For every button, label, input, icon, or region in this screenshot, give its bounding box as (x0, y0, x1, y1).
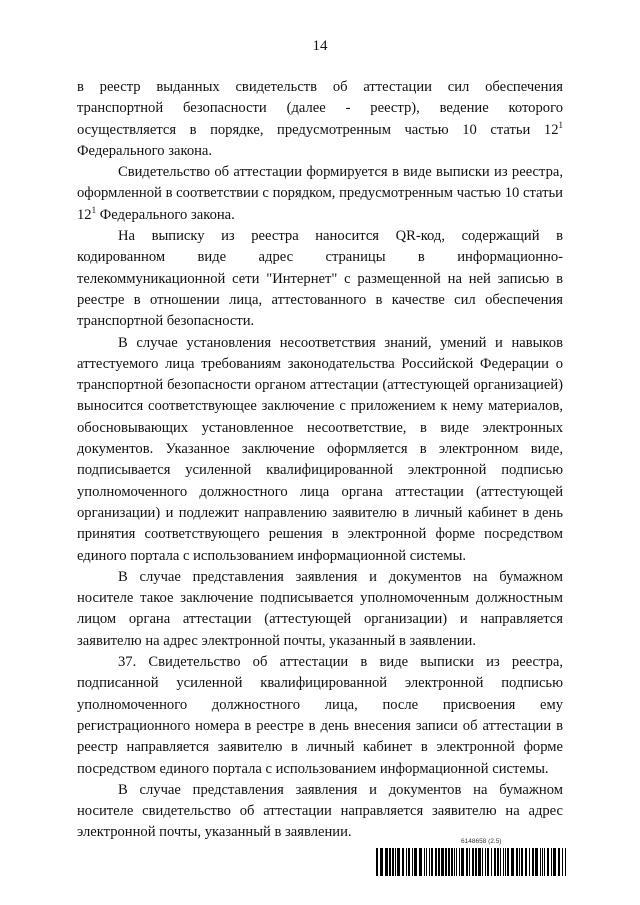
barcode-bar (491, 848, 492, 876)
barcode-bar (505, 848, 506, 876)
barcode-bar (406, 848, 407, 876)
paragraph-text: Федерального закона. (77, 142, 213, 159)
barcode-bar (519, 848, 520, 876)
barcode-bar (487, 848, 489, 876)
barcode-bar (485, 848, 486, 876)
barcode-bar (441, 848, 444, 876)
barcode-bar (461, 848, 464, 876)
barcode-bar (397, 848, 400, 876)
barcode-bar (547, 848, 549, 876)
barcode-bar (419, 848, 422, 876)
superscript: 1 (558, 119, 563, 130)
barcode-bar (385, 848, 388, 876)
barcode-bar (431, 848, 433, 876)
barcode-bar (435, 848, 437, 876)
barcode-bar (535, 848, 538, 876)
barcode-bar (466, 848, 468, 876)
paragraph (77, 77, 563, 162)
barcode-bar (507, 848, 509, 876)
barcode-bar (478, 848, 481, 876)
barcode-bar (562, 848, 563, 876)
barcode-bar (395, 848, 396, 876)
barcode-bar (459, 848, 460, 876)
barcode-bar (472, 848, 474, 876)
paragraph-text: В случае установления несоответствия знаний, умений и навыков аттестуемого лица требованиям законодательства Российской Федерации о транспортной безопасности органом аттестации (аттестующей организацией) выносится соответствующее заключение с приложением к нему материалов, обосновывающих установленное несоответствие, в виде электронных документов. Указанное заключение оформляется в электронном виде, подписывается усиленной квалифицированной электронной подписью уполномоченного должностного лица органа аттестации (аттестующей организации) и подлежит направлению заявителю в личный кабинет в день принятия соответствующего решения в электронной форме посредством единого портала с использованием информационной системы. (77, 334, 563, 564)
paragraph-text: 37. Свидетельство об аттестации в виде выписки из реестра, подписанной усиленной квалифицированной электронной подписью уполномоченного должностного лица, после присвоения ему регистрационного номера в реестре в день внесения записи об аттестации в реестр направляется заявителю в личный кабинет в электронной форме посредством единого портала с использованием информационной системы. (77, 654, 563, 777)
barcode-bar (529, 848, 530, 876)
page-number: 14 (312, 38, 328, 54)
barcode-bar (565, 848, 566, 876)
paragraph (77, 333, 563, 567)
barcode-image (376, 848, 568, 876)
barcode-bar (503, 848, 504, 876)
barcode-bar (511, 848, 514, 876)
barcode-bar (544, 848, 545, 876)
paragraph (77, 780, 563, 844)
barcode-bar (497, 848, 499, 876)
paragraph (77, 226, 563, 332)
barcode-bar (429, 848, 430, 876)
barcode-caption: 6148658 (2.5) (461, 838, 502, 845)
barcode-bar (525, 848, 527, 876)
document-body (77, 77, 563, 844)
barcode-bar (408, 848, 410, 876)
barcode-bar (551, 848, 552, 876)
paragraph-text: Федерального закона. (96, 206, 235, 223)
paragraph-text: На выписку из реестра наносится QR-код, содержащий в кодированном виде адрес страницы в информационно-телекоммуникационной сети "Интернет" с размещенной на ней записью в реестре в отношении лица, аттестованного в качестве сил обеспечения транспортной безопасности. (77, 228, 563, 330)
barcode-bar (542, 848, 543, 876)
barcode-bar (376, 848, 378, 876)
paragraph (77, 567, 563, 652)
barcode-bar (414, 848, 417, 876)
barcode-bar (521, 848, 523, 876)
barcode-bar (454, 848, 455, 876)
barcode-bar (540, 848, 541, 876)
barcode-bar (412, 848, 413, 876)
barcode-block (376, 838, 568, 876)
barcode-bar (516, 848, 518, 876)
barcode-bar (475, 848, 477, 876)
barcode-bar (500, 848, 501, 876)
paragraph-text: В случае представления заявления и документов на бумажном носителе свидетельство об аттестации направляется заявителю на адрес электронной почты, указанный в заявлении. (77, 781, 563, 841)
paragraph (77, 652, 563, 780)
barcode-bar (494, 848, 496, 876)
barcode-bar (448, 848, 450, 876)
barcode-bar (445, 848, 447, 876)
barcode-bar (389, 848, 391, 876)
barcode-bar (402, 848, 404, 876)
barcode-bar (532, 848, 534, 876)
paragraph-text: В случае представления заявления и документов на бумажном носителе такое заключение подписывается уполномоченным должностным лицом органа аттестации (аттестующей организации) и направляется заявителю на адрес электронной почты, указанный в заявлении. (77, 568, 563, 649)
barcode-bar (392, 848, 394, 876)
barcode-bar (469, 848, 470, 876)
barcode-bar (558, 848, 560, 876)
barcode-bar (482, 848, 483, 876)
barcode-bar (426, 848, 427, 876)
paragraph (77, 162, 563, 226)
superscript: 1 (91, 204, 97, 215)
paragraph-text: в реестр выданных свидетельств об аттестации сил обеспечения транспортной безопасности (далее - реестр), ведение которого осуществляется в порядке, предусмотренным частью 10 статьи 12 (77, 79, 563, 138)
barcode-bar (438, 848, 440, 876)
barcode-bar (451, 848, 453, 876)
barcode-bar (380, 848, 383, 876)
barcode-bar (553, 848, 556, 876)
barcode-bar (424, 848, 425, 876)
paragraph-text: Свидетельство об аттестации формируется в виде выписки из реестра, оформленной в соответствии с порядком, предусмотренным частью 10 статьи 12 (77, 164, 563, 223)
barcode-bar (456, 848, 457, 876)
